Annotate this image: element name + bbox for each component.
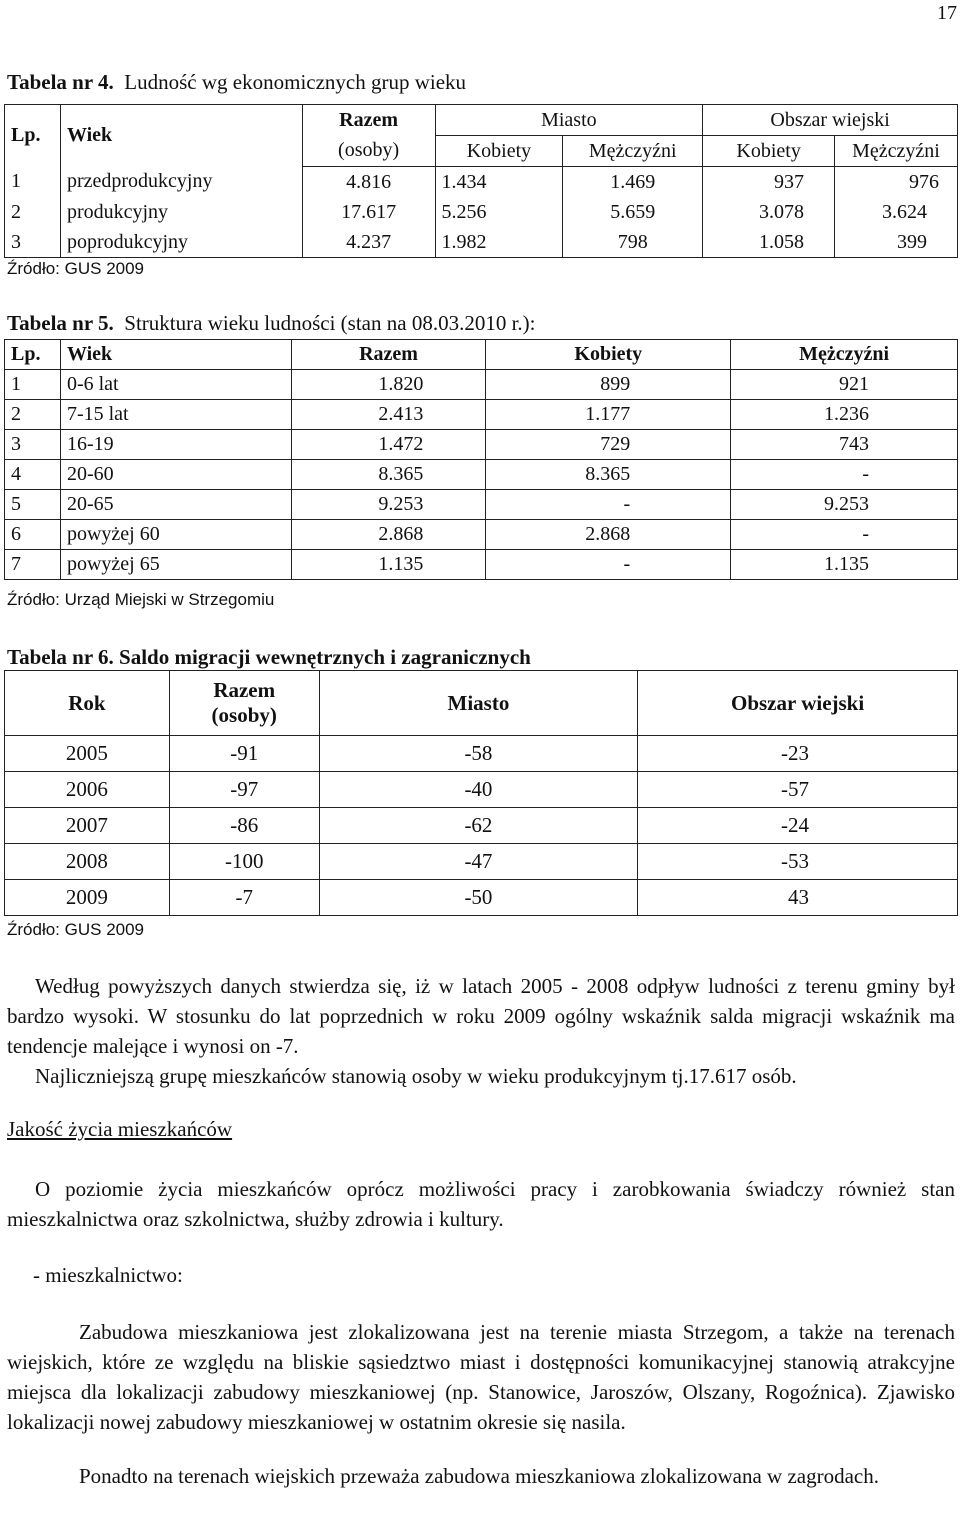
t5-cell: 9.253: [291, 490, 486, 520]
t4-cell: 3.078: [703, 197, 835, 227]
table4-caption: [7, 70, 466, 95]
paragraph-migration: Według powyższych danych stwierdza się, iż w latach 2005 - 2008 odpływ ludności z terenu gminy był bardzo wysoki. W stosunku do lat poprzednich w roku 2009 ogólny wskaźnik salda migracji wskaźnik ma tendencje malejące i wynosi on -7.: [7, 974, 955, 1058]
t6-header-razem-line2: (osoby): [211, 703, 277, 727]
t5-cell: 2.868: [291, 520, 486, 550]
t6-cell: 2008: [5, 844, 170, 880]
t4-cell: 4.816: [302, 167, 435, 198]
table6-title: Saldo migracji wewnętrznych i zagranicznych: [119, 645, 531, 669]
t5-cell: 6: [5, 520, 61, 550]
t5-cell: 1.472: [291, 430, 486, 460]
t5-cell: 1.135: [291, 550, 486, 580]
table4-source: Źródło: GUS 2009: [7, 259, 145, 278]
t5-cell: -: [486, 550, 731, 580]
t6-header-obszar: Obszar wiejski: [638, 671, 958, 736]
t5-header-lp: Lp.: [5, 340, 61, 370]
t5-cell: 2.868: [486, 520, 731, 550]
t6-cell: -62: [319, 808, 638, 844]
t6-cell: -7: [169, 880, 319, 916]
t6-cell: 2005: [5, 736, 170, 772]
t5-header-mezczyzni: Mężczyźni: [731, 340, 958, 370]
t5-cell: 1.135: [731, 550, 958, 580]
t5-cell: 3: [5, 430, 61, 460]
table4-population-economic-groups: [4, 104, 958, 258]
t6-cell: -47: [319, 844, 638, 880]
t4-header-razem-unit: (osoby): [302, 136, 435, 167]
table6-caption: [7, 645, 531, 670]
t4-header-wiek: Wiek: [60, 105, 302, 167]
table4-title: Ludność wg ekonomicznych grup wieku: [124, 70, 467, 94]
t4-cell: 937: [703, 167, 835, 198]
t4-header-miasto-kobiety: Kobiety: [435, 136, 563, 167]
t5-cell: -: [731, 520, 958, 550]
t5-cell: 921: [731, 370, 958, 400]
t5-header-razem: Razem: [291, 340, 486, 370]
t4-header-obszar: Obszar wiejski: [703, 105, 958, 136]
t5-cell: 899: [486, 370, 731, 400]
t6-header-razem-line1: Razem: [213, 678, 276, 702]
t5-cell: 2.413: [291, 400, 486, 430]
t5-cell: 7-15 lat: [60, 400, 291, 430]
t6-cell: -23: [638, 736, 958, 772]
paragraph-farmsteads: Ponadto na terenach wiejskich przeważa zabudowa mieszkaniowa zlokalizowana w zagrodach.: [79, 1464, 879, 1488]
t5-header-wiek: Wiek: [60, 340, 291, 370]
t4-cell: 1: [5, 167, 61, 198]
t5-cell: 0-6 lat: [60, 370, 291, 400]
t4-cell: 17.617: [302, 197, 435, 227]
t4-cell: 1.469: [563, 167, 703, 198]
t5-cell: 729: [486, 430, 731, 460]
t5-cell: -: [486, 490, 731, 520]
t4-header-lp: Lp.: [5, 105, 61, 167]
section-heading-quality-of-life: Jakość życia mieszkańców: [7, 1117, 233, 1141]
t5-cell: 20-60: [60, 460, 291, 490]
t6-cell: -53: [638, 844, 958, 880]
t5-cell: 1.236: [731, 400, 958, 430]
t5-cell: 5: [5, 490, 61, 520]
t6-cell: -50: [319, 880, 638, 916]
table6-label: Tabela nr 6.: [7, 645, 114, 669]
t5-cell: 2: [5, 400, 61, 430]
t6-header-rok: Rok: [5, 671, 170, 736]
t6-cell: -100: [169, 844, 319, 880]
table5-label: Tabela nr 5.: [7, 311, 114, 335]
t6-header-razem: [169, 671, 319, 736]
t4-cell: 5.659: [563, 197, 703, 227]
t5-cell: powyżej 60: [60, 520, 291, 550]
t5-cell: 16-19: [60, 430, 291, 460]
t5-cell: 9.253: [731, 490, 958, 520]
t4-header-miasto-mezczyzni: Mężczyźni: [563, 136, 703, 167]
t4-cell: przedprodukcyjny: [60, 167, 302, 198]
t4-cell: 4.237: [302, 227, 435, 258]
t5-cell: 7: [5, 550, 61, 580]
table5-source: Źródło: Urząd Miejski w Strzegomiu: [7, 590, 275, 609]
t6-cell: -58: [319, 736, 638, 772]
t4-header-obszar-kobiety: Kobiety: [703, 136, 835, 167]
t6-cell: -40: [319, 772, 638, 808]
t5-cell: 743: [731, 430, 958, 460]
table5-caption: [7, 311, 536, 336]
table6-migration-balance: [4, 670, 958, 916]
t6-cell: -86: [169, 808, 319, 844]
t4-cell: 1.434: [435, 167, 563, 198]
t5-cell: 1.820: [291, 370, 486, 400]
t4-cell: 2: [5, 197, 61, 227]
t4-cell: 1.058: [703, 227, 835, 258]
t6-cell: 2009: [5, 880, 170, 916]
t6-cell: 2006: [5, 772, 170, 808]
t6-cell: 2007: [5, 808, 170, 844]
t4-cell: 1.982: [435, 227, 563, 258]
t6-header-miasto: Miasto: [319, 671, 638, 736]
t4-cell: 399: [835, 227, 958, 258]
t5-cell: 1.177: [486, 400, 731, 430]
t5-cell: 4: [5, 460, 61, 490]
t6-cell: -24: [638, 808, 958, 844]
table6-source: Źródło: GUS 2009: [7, 920, 145, 939]
t4-header-razem: Razem: [302, 105, 435, 136]
t4-cell: 5.256: [435, 197, 563, 227]
paragraph-housing: Zabudowa mieszkaniowa jest zlokalizowana jest na terenie miasta Strzegom, a także na terenach wiejskich, które ze względu na bliskie sąsiedztwo miast i dostępności komunikacyjnej stanowią atrakcyjne miejsca dla lokalizacji zabudowy mieszkaniowej (np. Stanowice, Jaroszów, Olszany, Rogoźnica). Zjawisko lokalizacji nowej zabudowy mieszkaniowej w ostatnim okresie się nasila.: [7, 1320, 955, 1434]
t5-cell: 20-65: [60, 490, 291, 520]
paragraph-largest-group: Najliczniejszą grupę mieszkańców stanowią osoby w wieku produkcyjnym tj.17.617 osób.: [35, 1064, 797, 1088]
t6-cell: 43: [638, 880, 958, 916]
table5-title: Struktura wieku ludności (stan na 08.03.2010 r.):: [124, 311, 536, 335]
t5-header-kobiety: Kobiety: [486, 340, 731, 370]
page-number: 17: [937, 2, 957, 24]
paragraph-quality-of-life: O poziomie życia mieszkańców oprócz możliwości pracy i zarobkowania świadczy również stan mieszkalnictwa oraz szkolnictwa, służby zdrowia i kultury.: [7, 1177, 955, 1231]
t4-cell: 3.624: [835, 197, 958, 227]
table4-label: Tabela nr 4.: [7, 70, 114, 94]
t4-cell: produkcyjny: [60, 197, 302, 227]
t5-cell: 1: [5, 370, 61, 400]
table5-age-structure: [4, 339, 958, 580]
t5-cell: 8.365: [486, 460, 731, 490]
t6-cell: -97: [169, 772, 319, 808]
t4-cell: 3: [5, 227, 61, 258]
t4-header-miasto: Miasto: [435, 105, 703, 136]
t4-cell: 976: [835, 167, 958, 198]
subheading-housing: - mieszkalnictwo:: [33, 1263, 183, 1287]
t4-header-obszar-mezczyzni: Mężczyźni: [835, 136, 958, 167]
t6-cell: -57: [638, 772, 958, 808]
t6-cell: -91: [169, 736, 319, 772]
t5-cell: powyżej 65: [60, 550, 291, 580]
t4-cell: 798: [563, 227, 703, 258]
t5-cell: 8.365: [291, 460, 486, 490]
t5-cell: -: [731, 460, 958, 490]
t4-cell: poprodukcyjny: [60, 227, 302, 258]
